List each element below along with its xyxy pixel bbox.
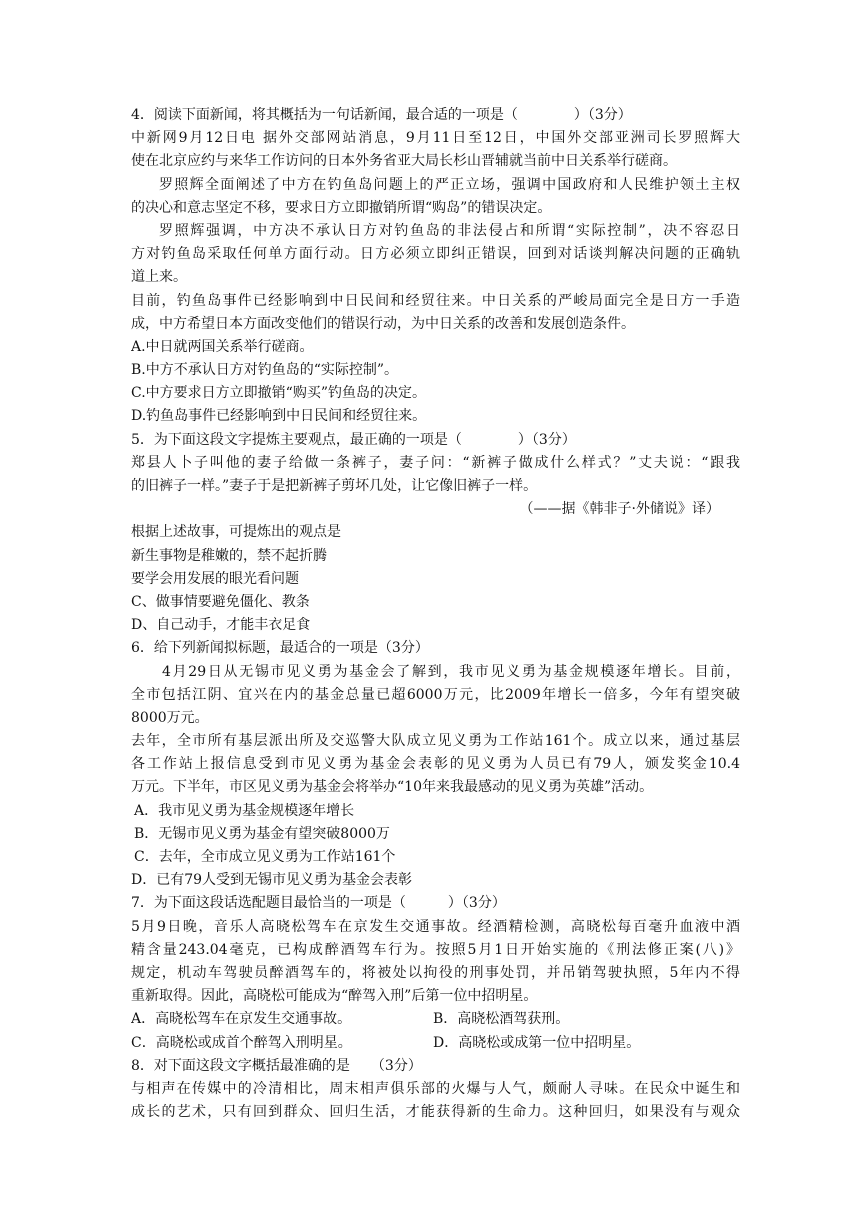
q7-options-row: [131, 1008, 740, 1031]
q5-passage-line: 的旧裤子一样。”妻子于是把新裤子剪坏几处，让它像旧裤子一样。: [131, 478, 538, 494]
q6-news-line: 各工作站上报信息受到市见义勇为基金会表彰的见义勇为人员已有79人，颁发奖金10.4: [131, 756, 740, 773]
q4-news-line: 罗照辉全面阐述了中方在钓鱼岛问题上的严正立场，强调中国政府和人民维护领土主权: [159, 176, 740, 193]
q4-option-b: B.中方不承认日方对钓鱼岛的“实际控制”。: [131, 362, 399, 379]
q4-option-c: C.中方要求日方立即撤销“购买”钓鱼岛的决定。: [131, 385, 426, 402]
q5-option-a: 新生事物是稚嫩的，禁不起折腾: [131, 547, 327, 564]
q6-news-line: 万元。下半年，市区见义勇为基金会将举办“10年来我最感动的见义勇为英雄”活动。: [131, 779, 654, 796]
q7-passage-line: 规定，机动车驾驶员醉酒驾车的，将被处以拘役的刑事处罚，并吊销驾驶执照，5年内不得: [131, 964, 740, 981]
question-7-stem: 7．为下面这段话选配题目最恰当的一项是（ ）（3分）: [131, 895, 506, 912]
q4-news-line: 中新网9月12日电 据外交部网站消息，9月11日至12日，中国外交部亚洲司长罗照辉大: [131, 130, 740, 147]
q5-lead: 根据上述故事，可提炼出的观点是: [131, 524, 341, 541]
q4-news-line: 成，中方希望日本方面改变他们的错误行动，为中日关系的改善和发展创造条件。: [131, 315, 635, 332]
q4-news-line: 罗照辉强调，中方决不承认日方对钓鱼岛的非法侵占和所谓“实际控制”，决不容忍日: [159, 222, 740, 239]
q5-option-c: C、做事情要避免僵化、教条: [131, 593, 310, 610]
q4-news-line: 的决心和意志坚定不移，要求日方立即撤销所谓“购岛”的错误决定。: [131, 199, 552, 216]
q7-passage-line: 5月9日晚，音乐人高晓松驾车在京发生交通事故。经酒精检测，高晓松每百毫升血液中酒: [131, 918, 740, 935]
q7-passage-line: 重新取得。因此，高晓松可能成为“醉驾入刑”后第一位中招明星。: [131, 988, 538, 1005]
q6-option-c: C．去年，全市成立见义勇为工作站161个: [134, 849, 396, 865]
q7-options-row: [131, 1032, 740, 1055]
q6-news-line: 4月29日从无锡市见义勇为基金会了解到，我市见义勇为基金规模逐年增长。目前，: [162, 663, 740, 680]
document-page: [131, 104, 740, 1124]
question-6-stem: 6．给下列新闻拟标题，最适合的一项是（3分）: [131, 640, 429, 657]
q6-option-b: B．无锡市见义勇为基金有望突破8000万: [134, 825, 390, 842]
q4-news-line: 使在北京应约与来华工作访问的日本外务省亚大局长杉山晋辅就当前中日关系举行磋商。: [131, 153, 677, 170]
q6-news-line: 8000万元。: [131, 709, 209, 726]
q4-news-line: 方对钓鱼岛采取任何单方面行动。日方必须立即纠正错误，回到对话谈判解决问题的正确轨: [131, 246, 740, 263]
q6-news-line: 全市包括江阴、宜兴在内的基金总量已超6000万元，比2009年增长一倍多，今年有望突破: [131, 686, 740, 703]
q7-option-d: D．高晓松或成第一位中招明星。: [433, 1034, 641, 1051]
q5-source: （——据《韩非子·外储说》译）: [519, 501, 720, 518]
q7-option-c: C．高晓松或成首个醉驾入刑明星。: [131, 1034, 352, 1051]
q7-option-b: B．高晓松酒驾获刑。: [433, 1011, 570, 1028]
q8-passage-line: 成长的艺术，只有回到群众、回归生活，才能获得新的生命力。这种回归，如果没有与观众: [131, 1104, 740, 1121]
q7-passage-line: 精含量243.04毫克，已构成醉酒驾车行为。按照5月1日开始实施的《刑法修正案(八)》: [131, 941, 740, 958]
question-4-stem: 4．阅读下面新闻，将其概括为一句话新闻，最合适的一项是（ ）（3分）: [131, 107, 632, 123]
question-5-stem: 5．为下面这段文字提炼主要观点，最正确的一项是（ ）（3分）: [131, 431, 576, 448]
q6-option-a: A．我市见义勇为基金规模逐年增长: [134, 802, 355, 819]
q5-option-b: 要学会用发展的眼光看问题: [131, 570, 299, 587]
q5-option-d: D、自己动手，才能丰衣足食: [131, 617, 311, 634]
question-8-stem: 8．对下面这段文字概括最准确的是 （3分）: [131, 1057, 422, 1074]
q4-option-d: D.钓鱼岛事件已经影响到中日民间和经贸往来。: [131, 408, 427, 425]
q4-option-a: A.中日就两国关系举行磋商。: [131, 338, 314, 355]
q6-option-d: D．已有79人受到无锡市见义勇为基金会表彰: [131, 872, 413, 889]
q4-news-line: 目前，钓鱼岛事件已经影响到中日民间和经贸往来。中日关系的严峻局面完全是日方一手造: [131, 292, 740, 309]
q7-option-a: A．高晓松驾车在京发生交通事故。: [131, 1011, 352, 1028]
q8-passage-line: 与相声在传媒中的冷清相比，周末相声俱乐部的火爆与人气，颇耐人寻味。在民众中诞生和: [131, 1080, 740, 1097]
q5-passage-line: 郑县人卜子叫他的妻子给做一条裤子，妻子问：“新裤子做成什么样式？”丈夫说：“跟我: [131, 454, 740, 471]
q6-news-line: 去年，全市所有基层派出所及交巡警大队成立见义勇为工作站161个。成立以来，通过基层: [131, 733, 740, 750]
q4-news-line: 道上来。: [131, 269, 187, 286]
